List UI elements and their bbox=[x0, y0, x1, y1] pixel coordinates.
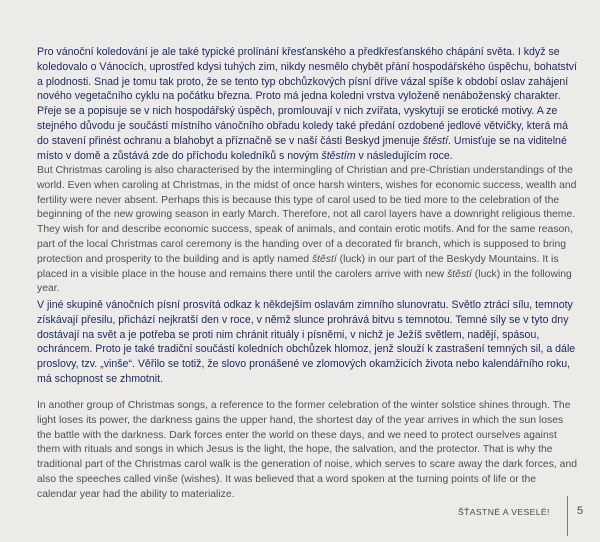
italic-term: štěstí bbox=[422, 134, 449, 147]
paragraph-english-2: In another group of Christmas songs, a reference to the former celebration of the winter solstice shines through. The light loses its power, the darkness gains the upper hand, the shortest day of the year arrives in which the sun loses the battle with the darkness. Dark forces enter the world on these days, and we need to protect ourselves against them with rituals and songs in which Jesus is the light, the hope, the salvation, and the protector. That is why the traditional part of the Christmas carol walk is the generation of noise, which serves to scare away the dark forces, and also the speeches called vinše (wishes). It was believed that a word spoken at the turning points of life or the calendar year had the ability to materialize. bbox=[37, 400, 577, 500]
paragraph-english-1 bbox=[37, 164, 577, 297]
text-run: v následujícím roce. bbox=[355, 149, 453, 162]
text-run: (luck) in the following year. bbox=[37, 268, 572, 295]
running-title: ŠŤASTNÉ A VESELÉ! bbox=[458, 507, 550, 517]
text-run: (luck) in our part of the Beskydy Mountains. It is placed in a visible place in the house and remains there until the carolers arrive with new bbox=[37, 253, 559, 280]
text-run: Pro vánoční koledování je ale také typické prolínání křesťanského a předkřesťanského chápání světa. I když se koledovalo o Vánocích, uprostřed kdysi tuhých zim, nikdy nesmělo chybět přání hospodářského úspěchu, bohatství a plodnosti. Snad je tomu tak proto, že se tento typ obchůzkových písní dříve vázal spíše k období oslav zahájení nového vegetačního cyklu na počátku března. Proto má jedna koledni vrstva vyloženě nenáboženský charakter. Přeje se a popisuje se v nich hospodářský úspěch, promlouvají v nich zvířata, vyskytují se erotické motivy. A ze stejného důvodu je součástí místního vánočního obřadu koledy také předání ozdobené jedlové větvičky, která má do stavení přinést ochranu a blahobyt a příznačně se v naší části Beskyd jmenuje bbox=[37, 46, 578, 147]
page-number: 5 bbox=[577, 505, 584, 517]
footer-divider bbox=[567, 496, 568, 536]
text-run: But Christmas caroling is also characterised by the intermingling of Christian and pre-Christian understandings of the world. Even when caroling at Christmas, in the midst of once harsh winters, wishes for economic success, wealth and fertility were never absent. Perhaps this is because this type of carol used to be tied more to the celebration of the beginning of the new growing season in early March. Therefore, not all carol layers have a downright religious theme. They wish for and describe economic success, speak of animals, and contain erotic motifs. And for the same reason, part of the local Christmas carol ceremony is the handing over of a decorated fir branch, which is supposed to bring protection and prosperity to the building and is aptly named bbox=[37, 165, 577, 265]
paragraph-czech-1 bbox=[37, 45, 577, 163]
italic-term: štěstí bbox=[311, 253, 337, 265]
paragraph-czech-2: V jiné skupině vánočních písní prosvítá odkaz k někdejším oslavám zimního slunovratu. Světlo ztrácí sílu, temnoty získávají přesilu, přichází nejkratší den v roce, v němž slunce prohrává bitvu s temnotou. Temné síly se v tyto dny dostávají na svět a je potřeba se proti nim chránit rituály i písněmi, v nichž je Ježíš světlem, nadějí, spásou, ochráncem. Proto je také tradiční součástí koledních obchůzek hlomoz, jenž slouží k zastrašení temných sil, a dále proslovy, tzv. „vinše“. Věřilo se totiž, že slovo pronášené ve zlomových okamžicích života nebo kalendářního roku, má schopnost se zhmotnit. bbox=[37, 299, 576, 385]
italic-term: štěstím bbox=[321, 149, 356, 162]
text-run: . Umisťuje se na viditelné místo v domě a zůstává zde do příchodu koledníků s novým bbox=[37, 134, 567, 162]
italic-term: štěstí bbox=[447, 268, 472, 280]
